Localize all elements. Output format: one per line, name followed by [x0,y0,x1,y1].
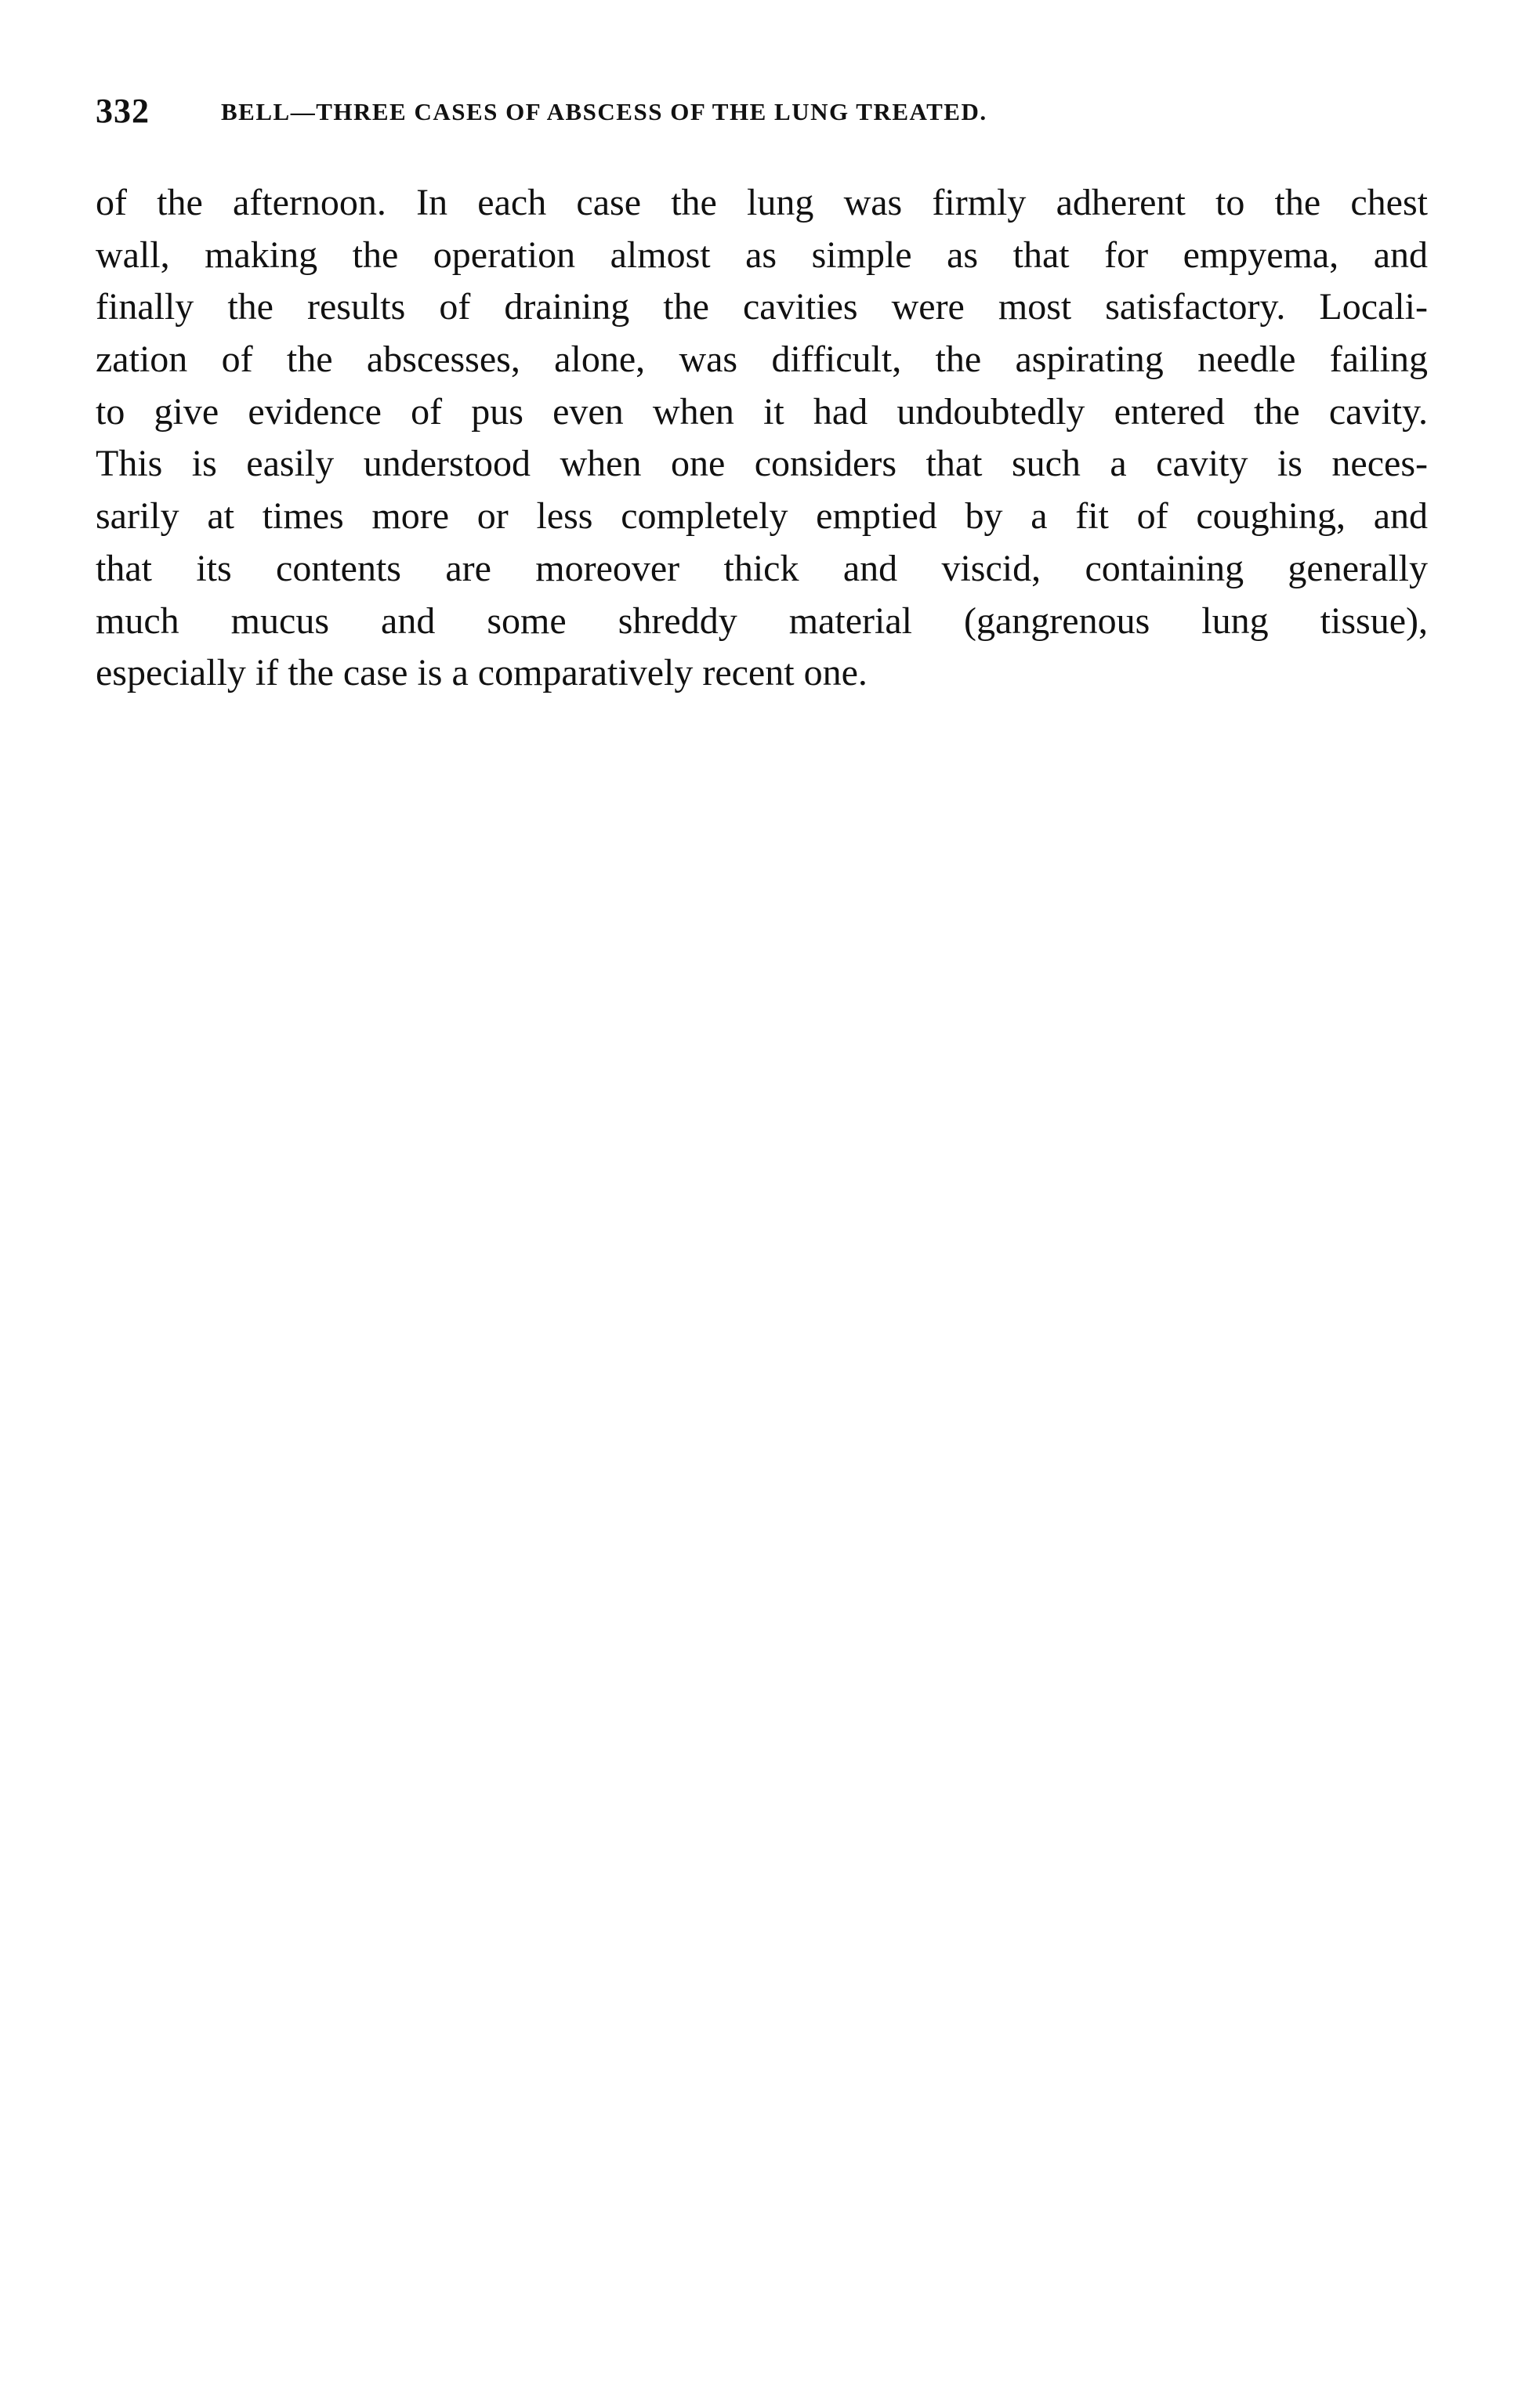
body-paragraph [96,177,1428,700]
text-line: much mucus and some shreddy material (gangrenous lung tissue), [96,599,1428,642]
text-line: to give evidence of pus even when it had undoubtedly entered the cavity. [96,390,1428,433]
text-line: sarily at times more or less completely emptied by a fit of coughing, and [96,495,1428,538]
text-line: wall, making the operation almost as simple as that for empyema, and [96,234,1428,276]
text-line: finally the results of draining the cavities were most satisfactory. Locali- [96,286,1428,328]
text-line: zation of the abscesses, alone, was difficult, the aspirating needle failing [96,339,1428,381]
page-number: 332 [96,92,150,130]
running-head [96,88,1334,135]
text-line: that its contents are moreover thick and viscid, containing generally [96,547,1428,589]
text-line: This is easily understood when one considers that such a cavity is neces- [96,443,1428,485]
text-line: of the afternoon. In each case the lung was firmly adherent to the chest [96,182,1428,223]
running-title: BELL—THREE CASES OF ABSCESS OF THE LUNG TREATED. [221,98,987,125]
text-line-last: especially if the case is a comparatively recent one. [96,652,868,694]
